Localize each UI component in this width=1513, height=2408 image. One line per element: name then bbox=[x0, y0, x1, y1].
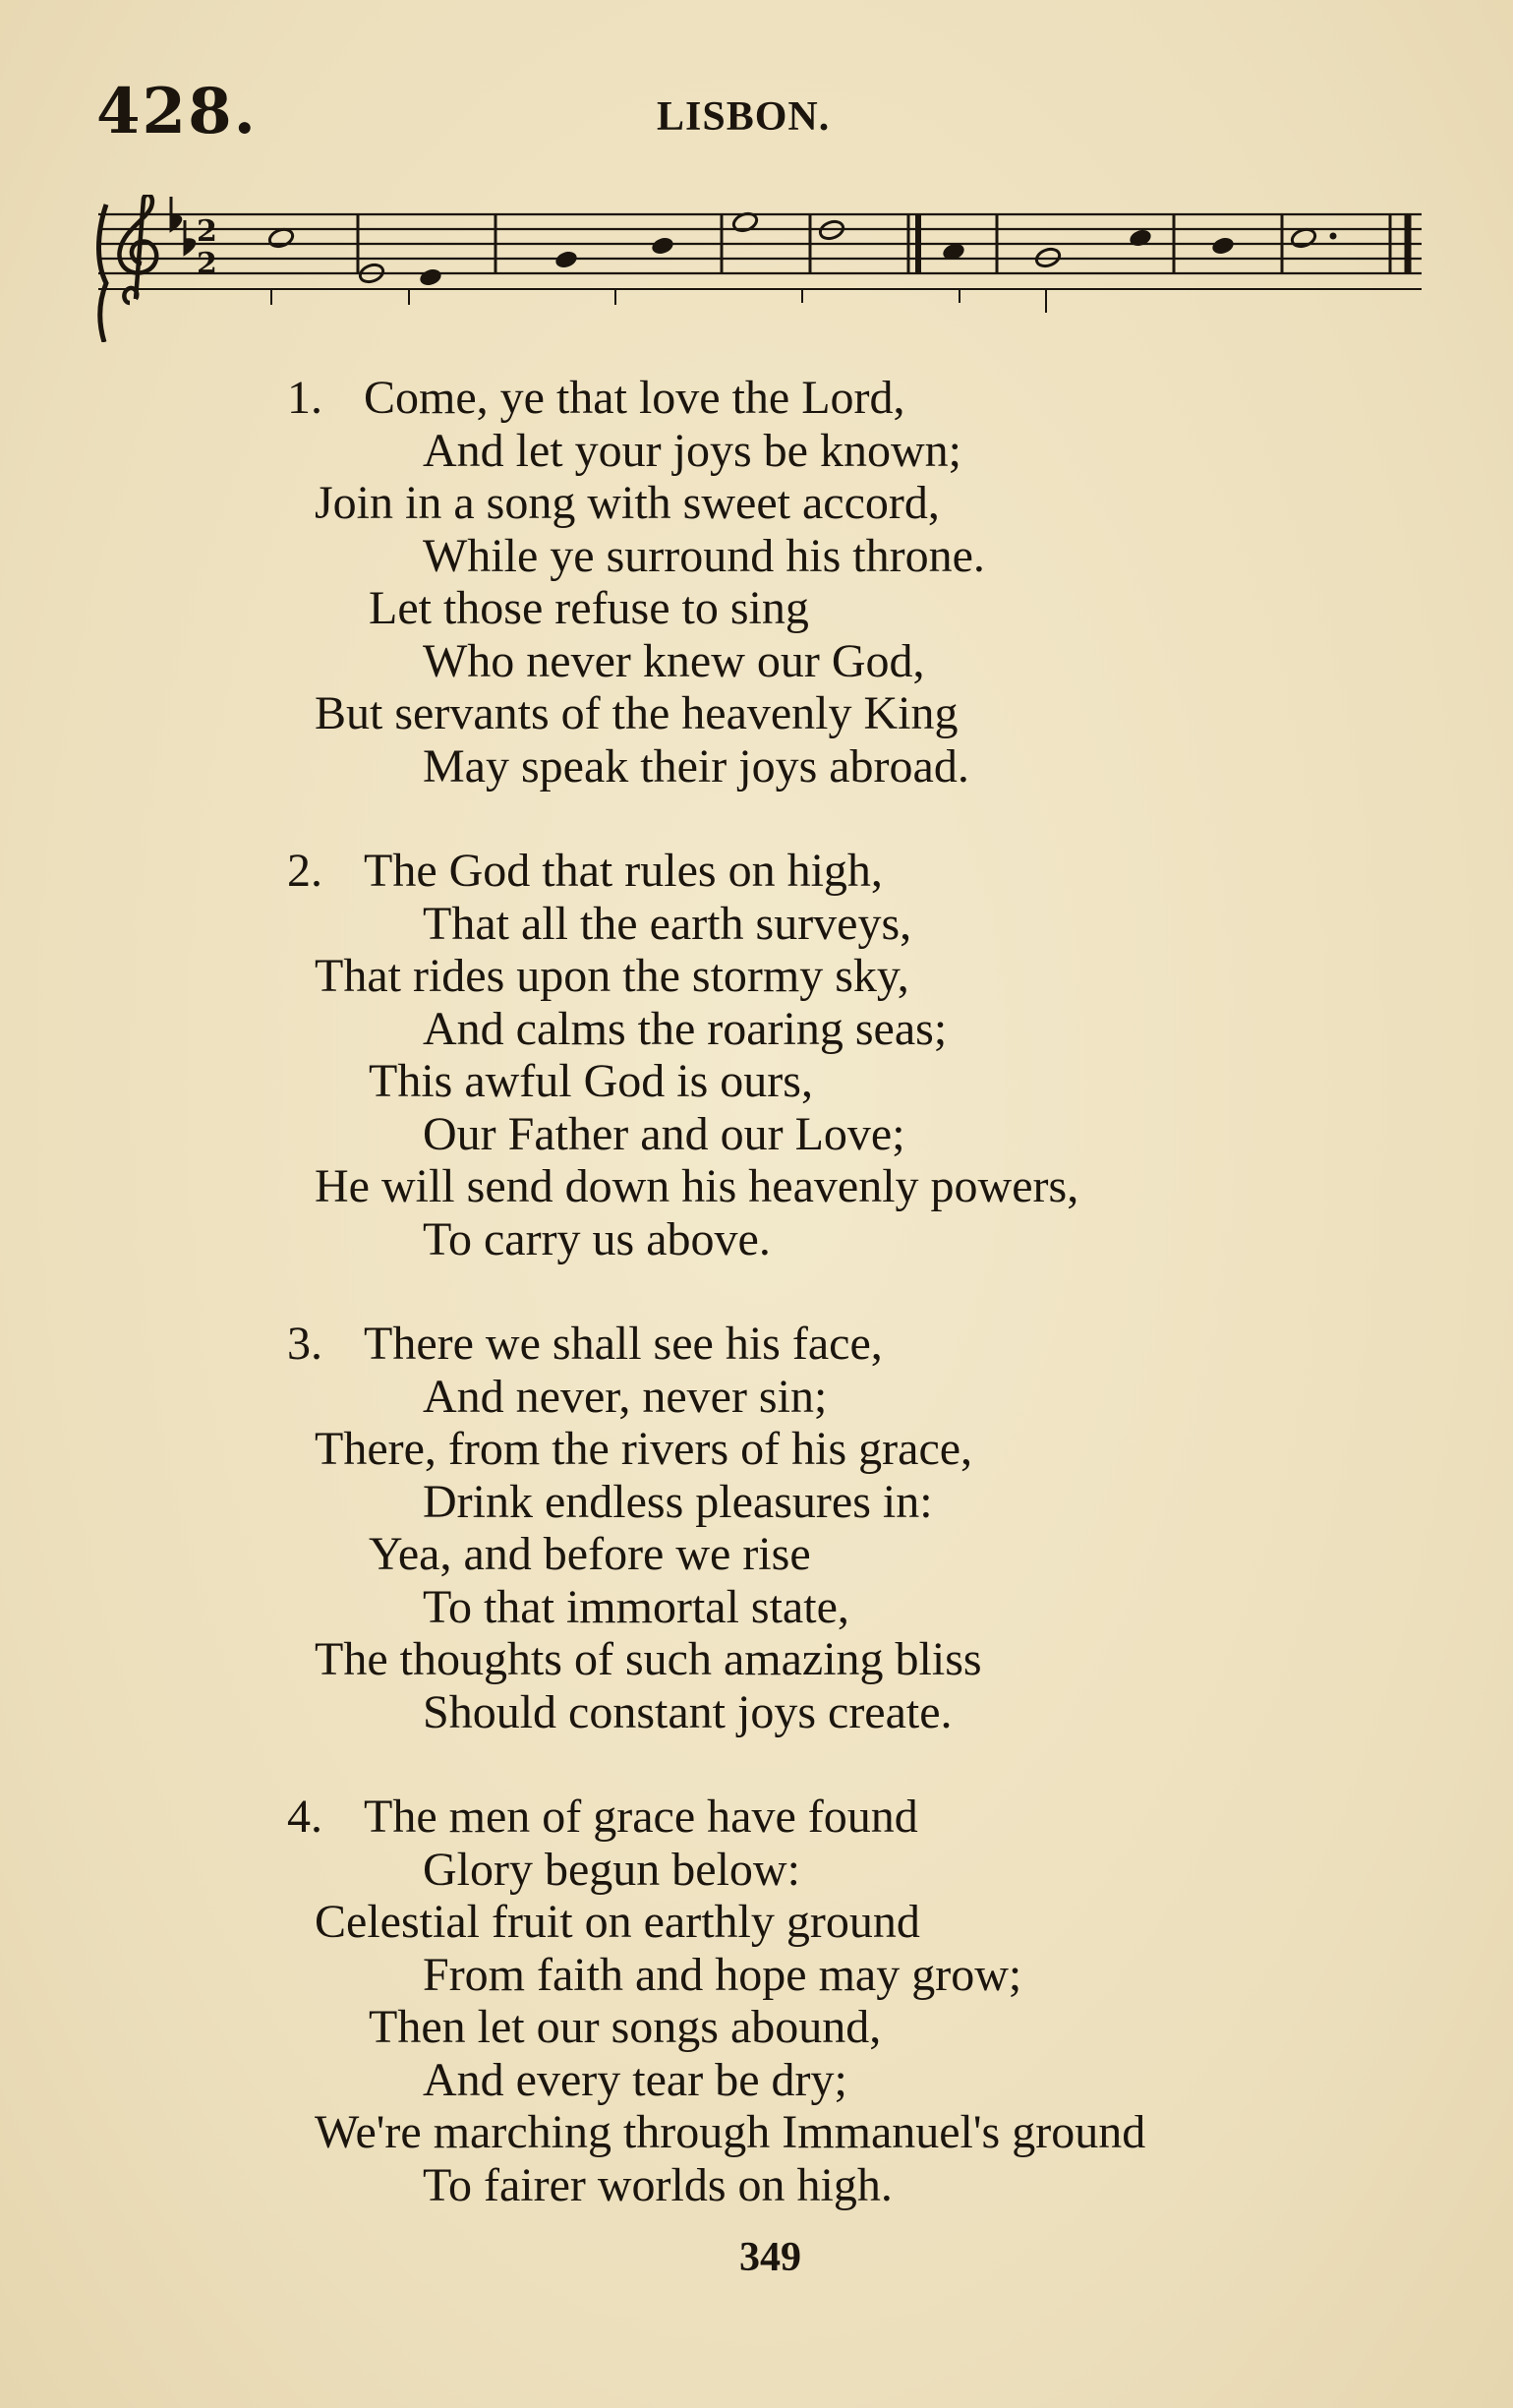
verse-line: Glory begun below: bbox=[423, 1843, 800, 1896]
verse-line: That all the earth surveys, bbox=[423, 897, 912, 950]
verse-line: Let those refuse to sing bbox=[369, 582, 809, 634]
verse-line: And every tear be dry; bbox=[423, 2053, 847, 2106]
verse-number: 2. bbox=[287, 845, 322, 897]
verse-2 bbox=[0, 845, 1513, 1265]
verse-line: And never, never sin; bbox=[423, 1370, 828, 1423]
verse-line: The men of grace have found bbox=[364, 1791, 918, 1843]
verse-line: To fairer worlds on high. bbox=[423, 2158, 893, 2211]
verse-line: Drink endless pleasures in: bbox=[423, 1475, 933, 1528]
verse-line: We're marching through Immanuel's ground bbox=[315, 2106, 1146, 2158]
verse-line: This awful God is ours, bbox=[369, 1055, 813, 1107]
verse-line: Who never knew our God, bbox=[423, 634, 925, 687]
verse-line: The thoughts of such amazing bliss bbox=[315, 1633, 982, 1685]
verse-line: May speak their joys abroad. bbox=[423, 739, 969, 793]
svg-text:2: 2 bbox=[197, 214, 217, 249]
verse-line: While ye surround his throne. bbox=[423, 529, 985, 582]
verse-line: Should constant joys create. bbox=[423, 1685, 953, 1738]
verse-number: 4. bbox=[287, 1791, 322, 1843]
verse-line: From faith and hope may grow; bbox=[423, 1948, 1022, 2001]
music-staff bbox=[94, 195, 1422, 342]
verse-line: The God that rules on high, bbox=[364, 845, 883, 897]
verse-line: Yea, and before we rise bbox=[369, 1528, 811, 1580]
svg-text:2: 2 bbox=[197, 247, 217, 281]
verse-line: And let your joys be known; bbox=[423, 424, 961, 477]
page-number: 349 bbox=[739, 2235, 801, 2280]
verse-line: And calms the roaring seas; bbox=[423, 1002, 948, 1055]
verse-line: That rides upon the stormy sky, bbox=[315, 950, 909, 1002]
verse-line: Then let our songs abound, bbox=[369, 2001, 882, 2053]
verses bbox=[0, 372, 1513, 2263]
verse-line: There we shall see his face, bbox=[364, 1318, 883, 1370]
hymn-number: 428. bbox=[96, 75, 258, 148]
verse-line: Our Father and our Love; bbox=[423, 1107, 905, 1160]
verse-line: To that immortal state, bbox=[423, 1580, 849, 1633]
verse-line: But servants of the heavenly King bbox=[315, 687, 959, 739]
verse-1 bbox=[0, 372, 1513, 793]
verse-3 bbox=[0, 1318, 1513, 1738]
treble-clef-icon bbox=[119, 195, 156, 303]
verse-line: Celestial fruit on earthly ground bbox=[315, 1896, 920, 1948]
verse-line: There, from the rivers of his grace, bbox=[315, 1423, 973, 1475]
verse-line: To carry us above. bbox=[423, 1212, 771, 1265]
verse-4 bbox=[0, 1791, 1513, 2211]
verse-line: He will send down his heavenly powers, bbox=[315, 1160, 1079, 1212]
verse-line: Come, ye that love the Lord, bbox=[364, 372, 905, 424]
tune-name: LISBON. bbox=[657, 94, 831, 140]
verse-line: Join in a song with sweet accord, bbox=[315, 477, 940, 529]
verse-number: 3. bbox=[287, 1318, 322, 1370]
verse-number: 1. bbox=[287, 372, 322, 424]
